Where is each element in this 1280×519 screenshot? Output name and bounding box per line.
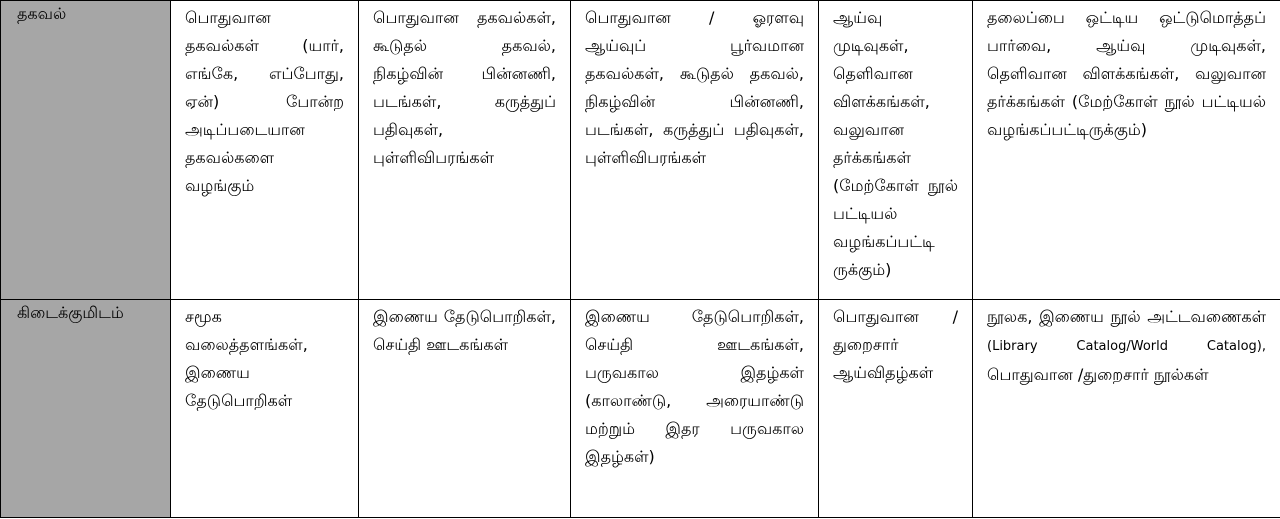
table-cell: தலைப்பை ஒட்டிய ஒட்டுமொத்தப் பார்வை, ஆய்வு முடிவுகள், தெளிவான விளக்கங்கள், வலுவான தர்க்கங்கள் (மேற்கோள் நூல் பட்டியல் வழங்கப்பட்டிருக்கும்) bbox=[973, 1, 1280, 300]
library-catalog-note: (Library Catalog/World Catalog), bbox=[987, 339, 1266, 354]
table-cell: பொதுவான தகவல்கள் (யார், எங்கே, எப்போது, ஏன்) போன்ற அடிப்படையான தகவல்களை வழங்கும் bbox=[171, 1, 359, 300]
table-cell: இணைய தேடுபொறிகள், செய்தி ஊடகங்கள், பருவகால இதழ்கள் (காலாண்டு, அரையாண்டு மற்றும் இதர பருவகால இதழ்கள்) bbox=[571, 300, 819, 518]
row-header-label: தகவல் bbox=[17, 4, 67, 23]
table-cell: பொதுவான /துறைசார் ஆய்விதழ்கள் bbox=[819, 300, 973, 518]
table-row-availability bbox=[1, 300, 1280, 518]
table-cell: பொதுவான / ஓரளவு ஆய்வுப் பூர்வமான தகவல்கள், கூடுதல் தகவல், நிகழ்வின் பின்னணி, படங்கள், கருத்துப் பதிவுகள், புள்ளிவிபரங்கள் bbox=[571, 1, 819, 300]
table-cell: பொதுவான தகவல்கள், கூடுதல் தகவல், நிகழ்வின் பின்னணி, படங்கள், கருத்துப் பதிவுகள், புள்ளிவிபரங்கள் bbox=[359, 1, 571, 300]
library-text-part1: நூலக, இணைய நூல் அட்டவணைகள் bbox=[987, 307, 1266, 326]
table-cell-library bbox=[973, 300, 1280, 518]
library-text-part3: பொதுவான /துறைசார் நூல்கள் bbox=[987, 365, 1209, 384]
row-header-information bbox=[1, 1, 171, 300]
table-row-information bbox=[1, 1, 1280, 300]
table-cell: சமூக வலைத்தளங்கள், இணைய தேடுபொறிகள் bbox=[171, 300, 359, 518]
table-cell: ஆய்வு முடிவுகள், தெளிவான விளக்கங்கள், வலுவான தர்க்கங்கள் (மேற்கோள் நூல் பட்டியல் வழங்கப்பட்டி ருக்கும்) bbox=[819, 1, 973, 300]
row-header-label: கிடைக்குமிடம் bbox=[17, 303, 124, 322]
table-cell: இணைய தேடுபொறிகள், செய்தி ஊடகங்கள் bbox=[359, 300, 571, 518]
row-header-availability bbox=[1, 300, 171, 518]
